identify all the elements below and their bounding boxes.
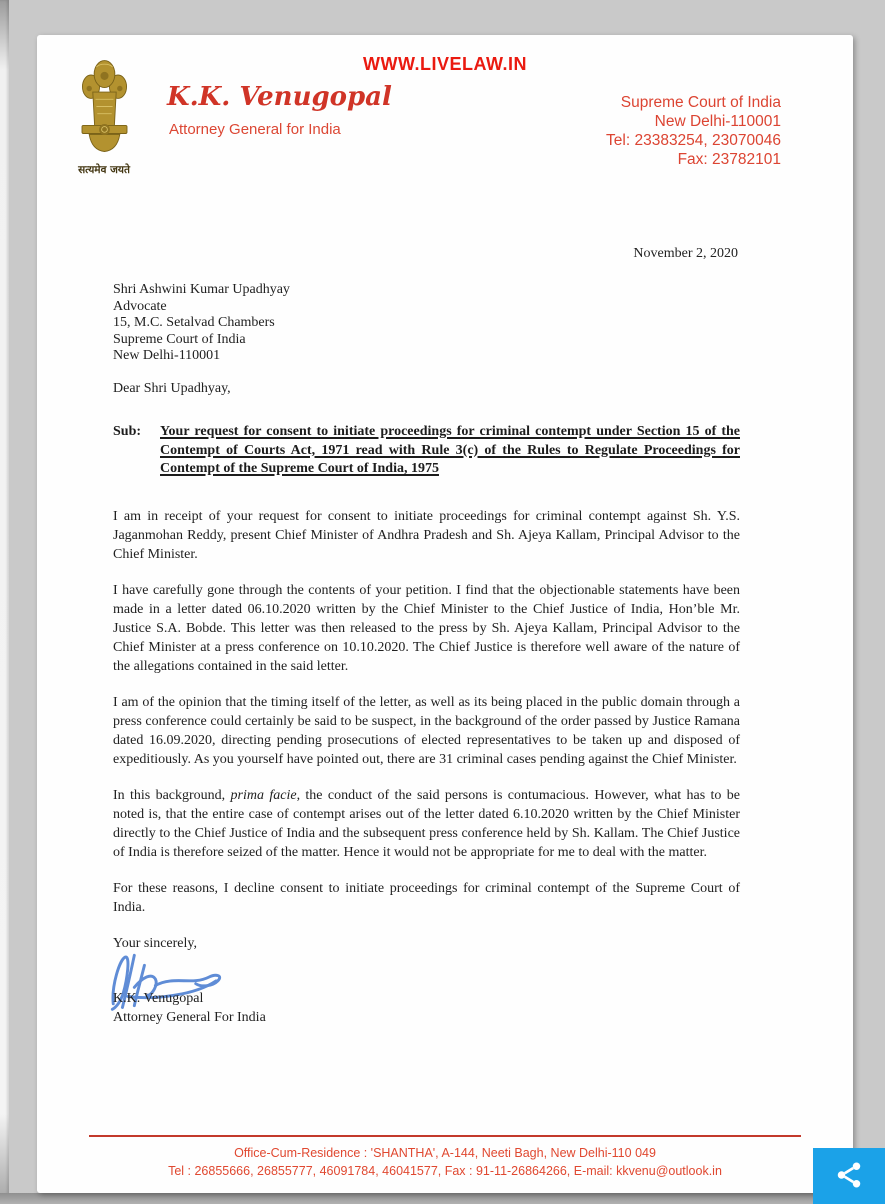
- recipient-line: New Delhi-110001: [113, 348, 221, 363]
- footer-rule: [89, 1135, 801, 1137]
- recipient-line: Shri Ashwini Kumar Upadhyay: [113, 282, 290, 297]
- office-address-block: [606, 93, 781, 169]
- emblem-caption: सत्यमेव जयते: [78, 164, 130, 176]
- body-paragraph: In this background, prima facie, the conduct of the said persons is contumacious. However, what has to be noted is, that the entire case of contempt arises out of the letter dated 6.10.2020 written by the Chief Minister directly to the Chief Justice of India and the subsequent press conference held by Sh. Kallam. The Chief Justice of India is therefore seized of the matter. Hence it would not be appropriate for me to deal with the matter.: [113, 788, 740, 860]
- letter-date: November 2, 2020: [633, 246, 738, 261]
- emblem-block: [70, 56, 138, 177]
- body-paragraph: I have carefully gone through the contents of your petition. I find that the objectionable statements have been made in a letter dated 06.10.2020 written by the Chief Minister to the Chief Justice of India, Hon’ble Mr. Justice S.A. Bobde. This letter was then released to the press by Sh. Ajeya Kallam, Principal Advisor to the Chief Minister at a press conference on 10.10.2020. The Chief Justice is therefore well aware of the nature of the allegations contained in the said letter.: [113, 583, 740, 674]
- office-address-line: Fax: 23782101: [677, 151, 781, 168]
- attorney-general-name: K.K. Venugopal: [167, 82, 392, 112]
- letter-page: [37, 35, 853, 1193]
- office-address-line: New Delhi-110001: [654, 113, 781, 130]
- recipient-line: Supreme Court of India: [113, 331, 246, 347]
- attorney-general-title: Attorney General for India: [169, 121, 341, 138]
- watermark-text: WWW.LIVELAW.IN: [363, 54, 527, 74]
- subject-block: [113, 423, 740, 479]
- office-address-line: Tel: 23383254, 23070046: [606, 132, 781, 149]
- latin-phrase: prima facie: [230, 788, 297, 803]
- viewer-bottom-edge: [0, 1193, 885, 1204]
- letterhead-footer: [37, 1135, 853, 1180]
- subject-text: Your request for consent to initiate proceedings for criminal contempt under Section 15 of the Contempt of Courts Act, 1971 read with Rule 3(c) of the Rules to Regulate Proceedings for Contempt of the Supreme Court of India, 1975: [160, 424, 740, 476]
- signatory-title: Attorney General For India: [113, 1010, 266, 1025]
- share-icon: [834, 1160, 864, 1193]
- body-paragraph: For these reasons, I decline consent to initiate proceedings for criminal contempt of the Supreme Court of India.: [113, 881, 740, 915]
- handwritten-signature-icon: [103, 947, 740, 987]
- footer-contacts: Tel : 26855666, 26855777, 46091784, 46041577, Fax : 91-11-26864266, E-mail: kkvenu@outlook.in: [168, 1164, 722, 1178]
- closing-block: [113, 934, 740, 1027]
- share-button[interactable]: [813, 1148, 885, 1204]
- valediction: Your sincerely,: [113, 936, 197, 951]
- emblem-of-india-icon: [73, 144, 136, 161]
- recipient-line: Advocate: [113, 298, 167, 314]
- body-paragraph: I am in receipt of your request for consent to initiate proceedings for criminal contempt against Sh. Y.S. Jaganmohan Reddy, present Chief Minister of Andhra Pradesh and Sh. Ajeya Kallam, Principal Advisor to the Chief Minister.: [113, 509, 740, 562]
- recipient-line: 15, M.C. Setalvad Chambers: [113, 315, 275, 330]
- salutation: Dear Shri Upadhyay,: [113, 381, 231, 396]
- letter-body: [113, 507, 740, 1027]
- viewer-left-edge: [0, 0, 9, 1204]
- footer-address: Office-Cum-Residence : 'SHANTHA', A-144, Neeti Bagh, New Delhi-110 049: [234, 1146, 656, 1160]
- recipient-block: [113, 282, 290, 365]
- subject-label: Sub:: [113, 424, 142, 439]
- body-paragraph: I am of the opinion that the timing itself of the letter, as well as its being placed in the public domain through a press conference could certainly be said to be suspect, in the background of the order passed by Justice Ramana dated 16.09.2020, directing pending prosecutions of elected representatives to be taken up and disposed of expeditiously. As you yourself have pointed out, there are 31 criminal cases pending against the Chief Minister.: [113, 695, 740, 767]
- signatory-name: K.K. Venugopal: [113, 991, 204, 1006]
- office-address-line: Supreme Court of India: [620, 94, 781, 111]
